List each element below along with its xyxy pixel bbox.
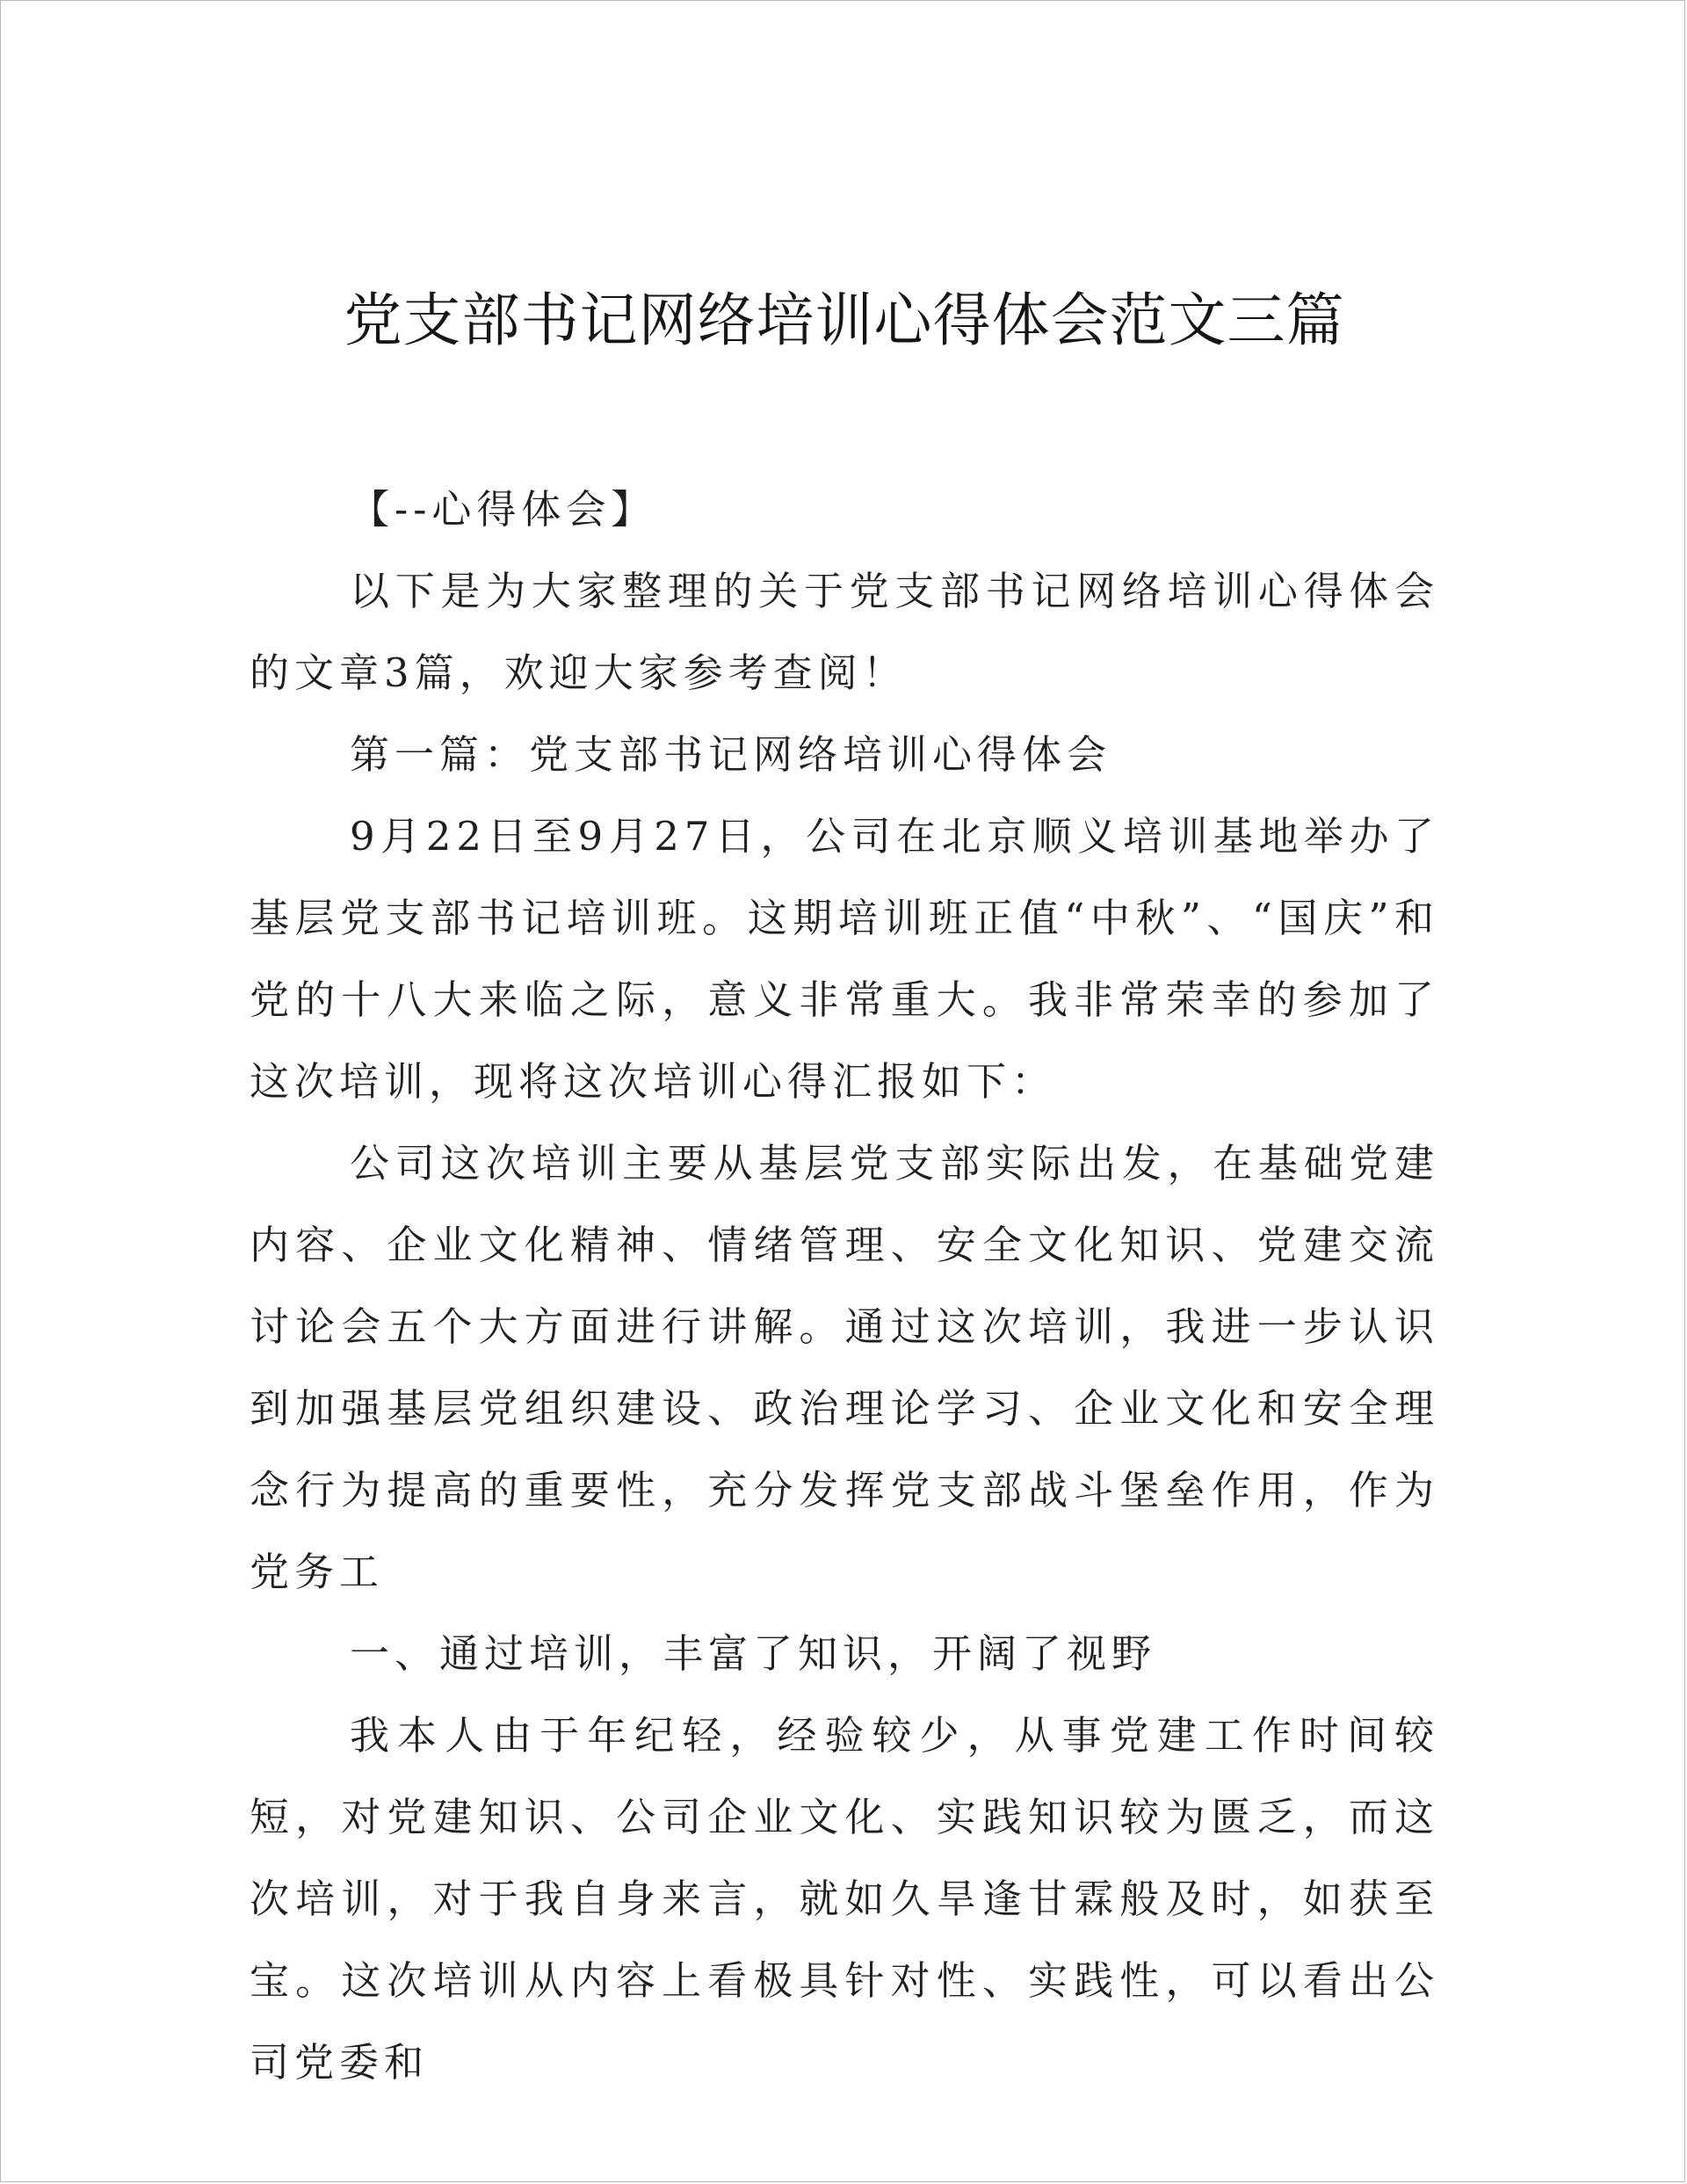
category-tag: 【--心得体会】 [350,486,656,533]
body-paragraph: 我本人由于年纪轻，经验较少，从事党建工作时间较短，对党建知识、公司企业文化、实践知识较为匮乏，而这次培训，对于我自身来言，就如久旱逢甘霖般及时，如获至宝。这次培训从内容上看极具针对性、实践性，可以看出公司党委和 [250,1712,1439,2086]
document-title: 党支部书记网络培训心得体会范文三篇 [344,287,1345,354]
body-paragraph: 9月22日至9月27日，公司在北京顺义培训基地举办了基层党支部书记培训班。这期培训班正值“中秋”、“国庆”和党的十八大来临之际，意义非常重大。我非常荣幸的参加了这次培训，现将这次培训心得汇报如下： [250,813,1439,1105]
document-body [250,275,1439,2103]
intro-paragraph: 以下是为大家整理的关于党支部书记网络培训心得体会的文章3篇，欢迎大家参考查阅！ [250,568,1439,696]
subheading-one: 一、通过培训，丰富了知识，开阔了视野 [350,1630,1157,1677]
section-heading-first: 第一篇：党支部书记网络培训心得体会 [350,731,1112,778]
body-paragraph: 公司这次培训主要从基层党支部实际出发，在基础党建内容、企业文化精神、情绪管理、安全文化知识、党建交流讨论会五个大方面进行讲解。通过这次培训，我进一步认识到加强基层党组织建设、政治理论学习、企业文化和安全理念行为提高的重要性，充分发挥党支部战斗堡垒作用，作为党务工 [250,1140,1439,1595]
